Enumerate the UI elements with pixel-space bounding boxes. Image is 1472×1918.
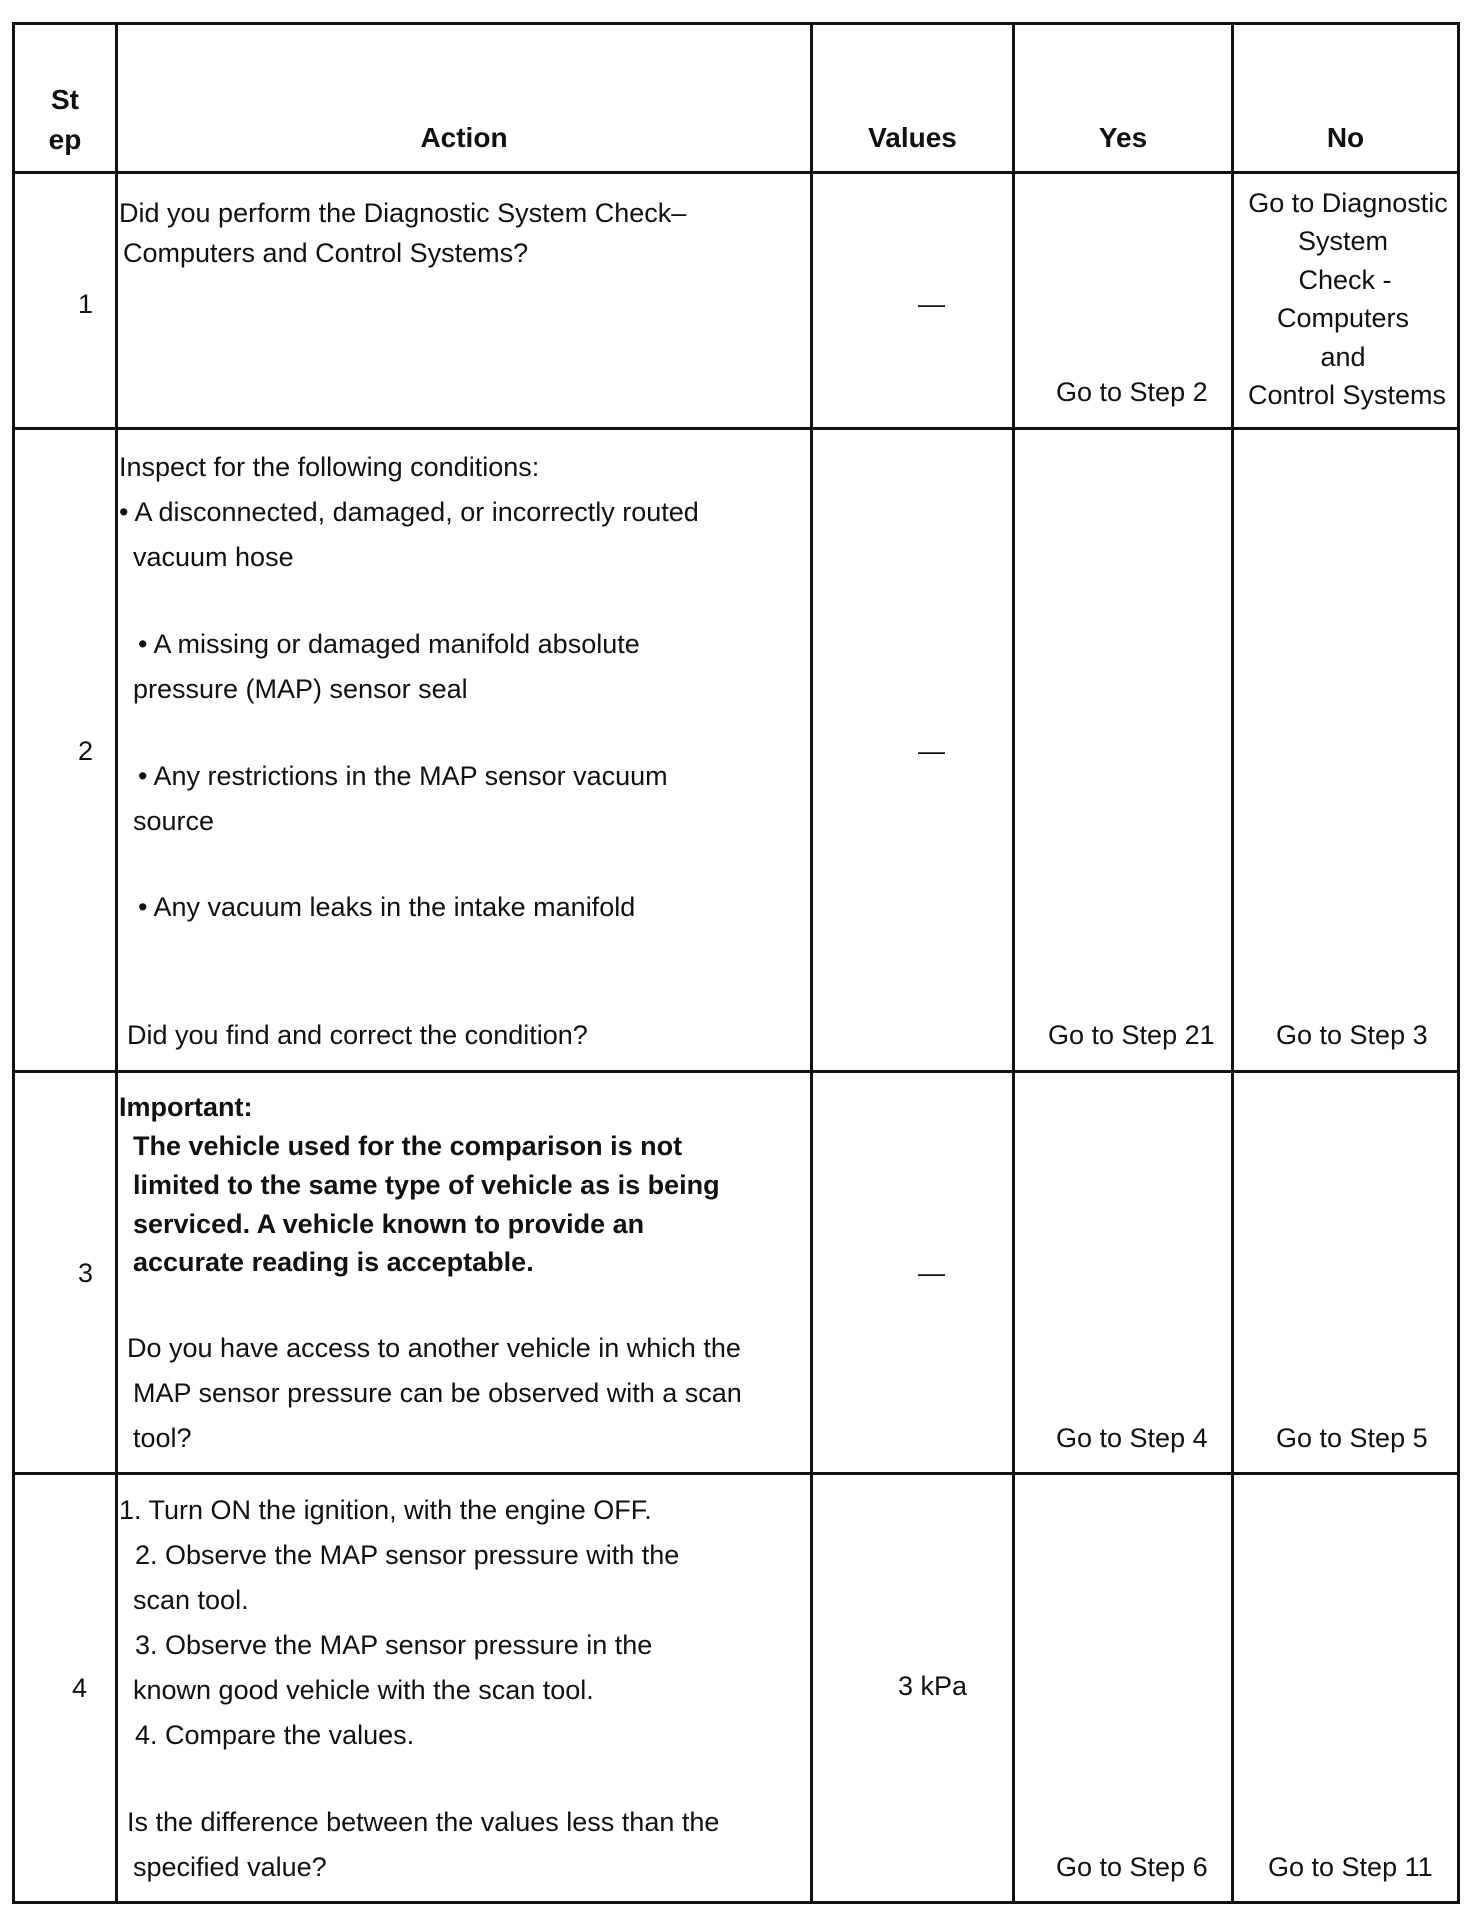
step-number: 1: [78, 289, 94, 319]
action-line: • Any restrictions in the MAP sensor vacuum: [138, 761, 668, 791]
action-line: Did you perform the Diagnostic System Check–: [119, 198, 687, 228]
table-border-left: [12, 22, 15, 1904]
action-line: Did you find and correct the condition?: [127, 1020, 588, 1050]
action-line: MAP sensor pressure can be observed with a scan: [133, 1378, 742, 1408]
header-divider: [12, 171, 1460, 174]
no-line: Computers: [1276, 303, 1410, 334]
header-action: Action: [420, 122, 508, 153]
important-text: The vehicle used for the comparison is not: [133, 1131, 683, 1161]
action-line: Inspect for the following conditions:: [119, 452, 540, 482]
value-cell: —: [918, 1258, 945, 1288]
no-cell: [1234, 184, 1460, 414]
no-line: Check -: [1298, 264, 1392, 295]
header-yes: Yes: [1098, 122, 1148, 153]
action-line: source: [133, 806, 215, 836]
value-cell: —: [918, 736, 945, 766]
important-text: limited to the same type of vehicle as is being: [133, 1170, 720, 1200]
no-line: Control Systems: [1247, 380, 1447, 411]
action-line: vacuum hose: [133, 542, 294, 572]
action-line: tool?: [133, 1423, 192, 1453]
no-cell: Go to Step 5: [1276, 1423, 1428, 1453]
no-line: and: [1320, 341, 1366, 372]
no-line: System: [1297, 226, 1389, 257]
header-step-line-2: ep: [48, 124, 82, 155]
header-step-line-1: St: [51, 84, 79, 115]
action-line: specified value?: [133, 1852, 327, 1882]
important-text: accurate reading is acceptable.: [133, 1247, 534, 1277]
yes-cell: Go to Step 6: [1056, 1852, 1208, 1882]
yes-cell: Go to Step 2: [1056, 377, 1208, 407]
action-line: • A disconnected, damaged, or incorrectly routed: [119, 497, 699, 527]
yes-cell: Go to Step 21: [1048, 1020, 1215, 1050]
important-label: Important:: [119, 1092, 253, 1122]
no-line: Go to Diagnostic: [1248, 188, 1448, 218]
action-line: pressure (MAP) sensor seal: [133, 674, 468, 704]
action-line: 2. Observe the MAP sensor pressure with the: [135, 1540, 680, 1570]
no-cell: Go to Step 3: [1276, 1020, 1428, 1050]
action-line: 4. Compare the values.: [135, 1720, 415, 1750]
action-line: • Any vacuum leaks in the intake manifold: [138, 892, 636, 922]
action-line: Is the difference between the values less than the: [127, 1807, 720, 1837]
value-cell: 3 kPa: [898, 1671, 968, 1701]
step-number: 2: [78, 736, 94, 766]
row-divider: [12, 427, 1460, 430]
header-values: Values: [868, 122, 957, 153]
action-text: [119, 193, 686, 273]
header-step: [15, 80, 115, 160]
row-divider: [12, 1472, 1460, 1475]
action-line: known good vehicle with the scan tool.: [133, 1675, 594, 1705]
action-line: scan tool.: [133, 1585, 249, 1615]
value-cell: —: [918, 289, 945, 319]
step-number: 3: [78, 1258, 94, 1288]
row-divider: [12, 1070, 1460, 1073]
yes-cell: Go to Step 4: [1056, 1423, 1208, 1453]
step-number: 4: [72, 1673, 88, 1703]
action-line: 3. Observe the MAP sensor pressure in the: [135, 1630, 653, 1660]
important-text: serviced. A vehicle known to provide an: [133, 1209, 645, 1239]
action-line: 1. Turn ON the ignition, with the engine OFF.: [119, 1495, 652, 1525]
action-line: • A missing or damaged manifold absolute: [138, 629, 640, 659]
table-border-bottom: [12, 1901, 1460, 1904]
column-divider: [115, 22, 118, 1904]
no-cell: Go to Step 11: [1268, 1852, 1433, 1882]
table-border-top: [12, 22, 1460, 25]
action-line: Computers and Control Systems?: [123, 238, 529, 268]
header-no: No: [1326, 122, 1365, 153]
action-line: Do you have access to another vehicle in which the: [127, 1333, 741, 1363]
